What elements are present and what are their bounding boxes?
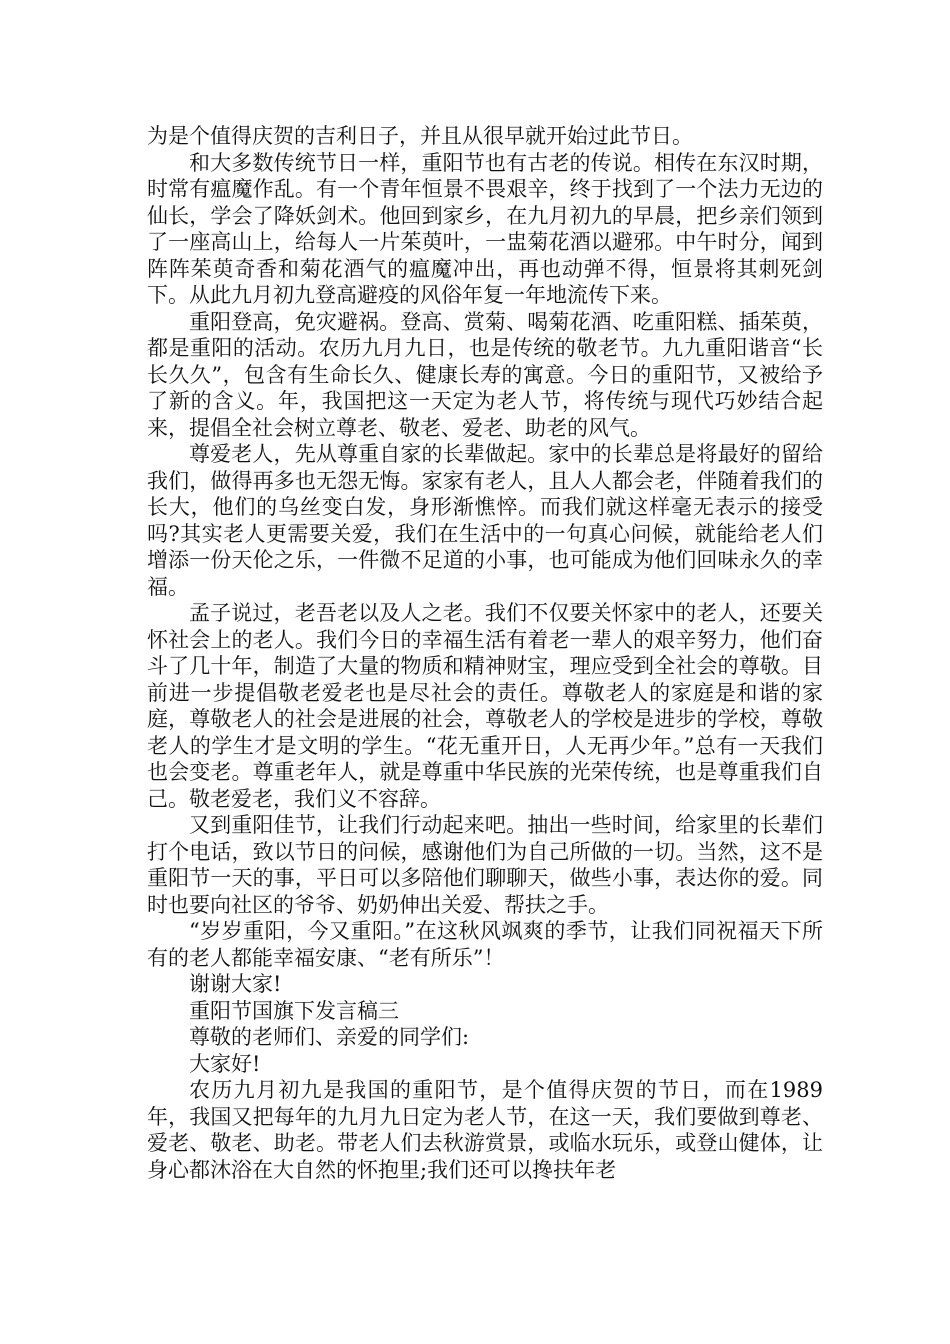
- paragraph: 尊爱老人，先从尊重自家的长辈做起。家中的长辈总是将最好的留给我们，做得再多也无怨无悔。家家有老人，且人人都会老，伴随着我们的长大，他们的乌丝变白发，身形渐憔悴。而我们就这样毫无表示的接受吗?其实老人更需要关爱，我们在生活中的一句真心问候，就能给老人们增添一份天伦之乐，一件微不足道的小事，也可能成为他们回味永久的幸福。: [147, 442, 823, 599]
- paragraph: 又到重阳佳节，让我们行动起来吧。抽出一些时间，给家里的长辈们打个电话，致以节日的问候，感谢他们为自己所做的一切。当然，这不是重阳节一天的事，平日可以多陪他们聊聊天，做些小事，表达你的爱。同时也要向社区的爷爷、奶奶伸出关爱、帮扶之手。: [147, 813, 823, 917]
- paragraph: 重阳登高，免灾避祸。登高、赏菊、喝菊花酒、吃重阳糕、插茱萸，都是重阳的活动。农历九月九日，也是传统的敬老节。九九重阳谐音“长长久久”，包含有生命长久、健康长寿的寓意。今日的重阳节，又被给予了新的含义。年，我国把这一天定为老人节，将传统与现代巧妙结合起来，提倡全社会树立尊老、敬老、爱老、助老的风气。: [147, 309, 823, 440]
- paragraph: 和大多数传统节日一样，重阳节也有古老的传说。相传在东汉时期，时常有瘟魔作乱。有一个青年恒景不畏艰辛，终于找到了一个法力无边的仙长，学会了降妖剑术。他回到家乡，在九月初九的早晨，把乡亲们领到了一座高山上，给每人一片茱萸叶，一盅菊花酒以避邪。中午时分，闻到阵阵茱萸奇香和菊花酒气的瘟魔冲出，再也动弹不得，恒景将其刺死剑下。从此九月初九登高避疫的风俗年复一年地流传下来。: [147, 150, 823, 307]
- salutation: 尊敬的老师们、亲爱的同学们:: [189, 1025, 470, 1049]
- paragraph: 孟子说过，老吾老以及人之老。我们不仅要关怀家中的老人，还要关怀社会上的老人。我们今日的幸福生活有着老一辈人的艰辛努力，他们奋斗了几十年，制造了大量的物质和精神财宝，理应受到全社会的尊敬。目前进一步提倡敬老爱老也是尽社会的责任。尊敬老人的家庭是和谐的家庭，尊敬老人的社会是进展的社会，尊敬老人的学校是进步的学校，尊敬老人的学生才是文明的学生。“花无重开日，人无再少年。”总有一天我们也会变老。尊重老年人，就是尊重中华民族的光荣传统，也是尊重我们自己。敬老爱老，我们义不容辞。: [147, 601, 823, 811]
- greeting: 大家好!: [189, 1051, 261, 1076]
- paragraph: “岁岁重阳，今又重阳。”在这秋风飒爽的季节，让我们同祝福天下所有的老人都能幸福安康、“老有所乐”！: [147, 919, 823, 970]
- paragraph: 为是个值得庆贺的吉利日子，并且从很早就开始过此节日。: [147, 124, 693, 148]
- document-page: [147, 123, 823, 1183]
- paragraph: 农历九月初九是我国的重阳节，是个值得庆贺的节日，而在1989年，我国又把每年的九月九日定为老人节，在这一天，我们要做到尊老、爱老、敬老、助老。带老人们去秋游赏景，或临水玩乐，或登山健体，让身心都沐浴在大自然的怀抱里;我们还可以搀扶年老: [147, 1078, 823, 1182]
- section-title: 重阳节国旗下发言稿三: [189, 998, 399, 1023]
- closing-thanks: 谢谢大家!: [189, 972, 282, 996]
